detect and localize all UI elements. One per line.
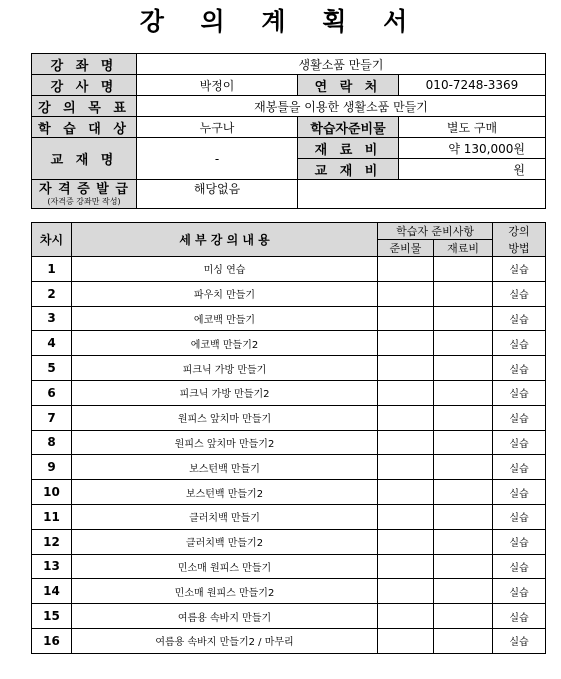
fee-cell: [434, 455, 493, 480]
table-row: [32, 281, 546, 306]
cert-value: 해당없음: [137, 180, 298, 209]
fee-cell: [434, 306, 493, 331]
table-row: [32, 356, 546, 381]
fee-cell: [434, 628, 493, 653]
lesson-content: 파우치 만들기: [72, 281, 378, 306]
lesson-method: 실습: [493, 306, 546, 331]
lesson-content: 피크닉 가방 만들기: [72, 356, 378, 381]
instructor-value: 박정이: [137, 75, 298, 96]
supplies-header: 준비물: [378, 240, 434, 257]
fee-cell: [434, 331, 493, 356]
table-row: [32, 529, 546, 554]
session-number: 8: [32, 430, 72, 455]
contact-label: 연 락 처: [298, 75, 399, 96]
supplies-cell: [378, 455, 434, 480]
fee-cell: [434, 579, 493, 604]
lesson-content: 미싱 연습: [72, 257, 378, 282]
session-header: 차시: [32, 223, 72, 257]
material-fee-value: 약 130,000원: [399, 138, 546, 159]
fee-cell: [434, 430, 493, 455]
lesson-method: 실습: [493, 356, 546, 381]
table-row: [32, 430, 546, 455]
lesson-method: 실습: [493, 579, 546, 604]
table-row: [32, 331, 546, 356]
supplies-cell: [378, 554, 434, 579]
supplies-cell: [378, 257, 434, 282]
lesson-content: 원피스 앞치마 만들기2: [72, 430, 378, 455]
table-row: [32, 306, 546, 331]
lesson-content: 클러치백 만들기2: [72, 529, 378, 554]
lesson-method: 실습: [493, 480, 546, 505]
session-number: 10: [32, 480, 72, 505]
session-number: 15: [32, 604, 72, 629]
session-number: 4: [32, 331, 72, 356]
supplies-cell: [378, 529, 434, 554]
supplies-cell: [378, 504, 434, 529]
session-number: 3: [32, 306, 72, 331]
supplies-cell: [378, 306, 434, 331]
target-label: 학 습 대 상: [32, 117, 137, 138]
lesson-method: 실습: [493, 604, 546, 629]
supplies-cell: [378, 380, 434, 405]
lesson-method: 실습: [493, 430, 546, 455]
course-name-label: 강 좌 명: [32, 54, 137, 75]
session-number: 14: [32, 579, 72, 604]
lesson-method: 실습: [493, 504, 546, 529]
course-name-value: 생활소품 만들기: [137, 54, 546, 75]
lesson-method: 실습: [493, 529, 546, 554]
session-number: 12: [32, 529, 72, 554]
textbook-label: 교 재 명: [32, 138, 137, 180]
supplies-cell: [378, 579, 434, 604]
lesson-content: 민소매 원피스 만들기2: [72, 579, 378, 604]
session-number: 7: [32, 405, 72, 430]
cert-label-cell: [32, 180, 137, 209]
supplies-cell: [378, 405, 434, 430]
table-row: [32, 504, 546, 529]
table-row: [32, 405, 546, 430]
course-info-table: [31, 53, 546, 209]
lesson-method: 실습: [493, 554, 546, 579]
cert-empty-cell: [298, 180, 546, 209]
method-header-bottom: 방법: [493, 240, 546, 257]
lesson-content: 에코백 만들기2: [72, 331, 378, 356]
lesson-method: 실습: [493, 380, 546, 405]
lesson-content: 여름용 속바지 만들기2 / 마무리: [72, 628, 378, 653]
table-row: [32, 579, 546, 604]
lesson-content: 보스턴백 만들기: [72, 455, 378, 480]
fee-header: 재료비: [434, 240, 493, 257]
cert-sub-label: (자격증 강좌만 작성): [47, 196, 121, 206]
supplies-cell: [378, 281, 434, 306]
lesson-method: 실습: [493, 331, 546, 356]
lesson-content: 피크닉 가방 만들기2: [72, 380, 378, 405]
target-value: 누구나: [137, 117, 298, 138]
table-row: [32, 604, 546, 629]
fee-cell: [434, 380, 493, 405]
table-row: [32, 554, 546, 579]
fee-cell: [434, 480, 493, 505]
lesson-content: 민소매 원피스 만들기: [72, 554, 378, 579]
lesson-method: 실습: [493, 405, 546, 430]
fee-cell: [434, 504, 493, 529]
page-title: 강 의 계 획 서: [139, 7, 422, 36]
session-number: 6: [32, 380, 72, 405]
session-number: 1: [32, 257, 72, 282]
table-row: [32, 380, 546, 405]
supplies-cell: [378, 480, 434, 505]
supplies-cell: [378, 331, 434, 356]
cert-label: 자 격 증 발 급: [39, 181, 129, 197]
fee-cell: [434, 356, 493, 381]
fee-cell: [434, 604, 493, 629]
method-header-top: 강의: [493, 223, 546, 240]
session-number: 5: [32, 356, 72, 381]
lesson-method: 실습: [493, 257, 546, 282]
fee-cell: [434, 257, 493, 282]
lesson-content: 여름용 속바지 만들기: [72, 604, 378, 629]
material-fee-label: 재 료 비: [298, 138, 399, 159]
supplies-cell: [378, 628, 434, 653]
fee-cell: [434, 281, 493, 306]
supplies-cell: [378, 604, 434, 629]
textbook-fee-value: 원: [399, 159, 546, 180]
learner-prep-value: 별도 구매: [399, 117, 546, 138]
goal-label: 강 의 목 표: [32, 96, 137, 117]
table-row: [32, 628, 546, 653]
lesson-method: 실습: [493, 455, 546, 480]
session-number: 2: [32, 281, 72, 306]
lesson-content: 보스턴백 만들기2: [72, 480, 378, 505]
lesson-content: 원피스 앞치마 만들기: [72, 405, 378, 430]
supplies-cell: [378, 430, 434, 455]
fee-cell: [434, 405, 493, 430]
session-number: 11: [32, 504, 72, 529]
session-number: 16: [32, 628, 72, 653]
session-number: 13: [32, 554, 72, 579]
session-number: 9: [32, 455, 72, 480]
lesson-method: 실습: [493, 628, 546, 653]
lesson-content: 클러치백 만들기: [72, 504, 378, 529]
fee-cell: [434, 554, 493, 579]
fee-cell: [434, 529, 493, 554]
table-row: [32, 480, 546, 505]
textbook-fee-label: 교 재 비: [298, 159, 399, 180]
instructor-label: 강 사 명: [32, 75, 137, 96]
goal-value: 재봉틀을 이용한 생활소품 만들기: [137, 96, 546, 117]
schedule-table: [31, 222, 546, 654]
content-header: 세 부 강 의 내 용: [72, 223, 378, 257]
prep-header: 학습자 준비사항: [378, 223, 493, 240]
learner-prep-label: 학습자준비물: [298, 117, 399, 138]
lesson-content: 에코백 만들기: [72, 306, 378, 331]
table-row: [32, 257, 546, 282]
supplies-cell: [378, 356, 434, 381]
textbook-value: -: [137, 138, 298, 180]
table-row: [32, 455, 546, 480]
lesson-method: 실습: [493, 281, 546, 306]
contact-value: 010-7248-3369: [399, 75, 546, 96]
